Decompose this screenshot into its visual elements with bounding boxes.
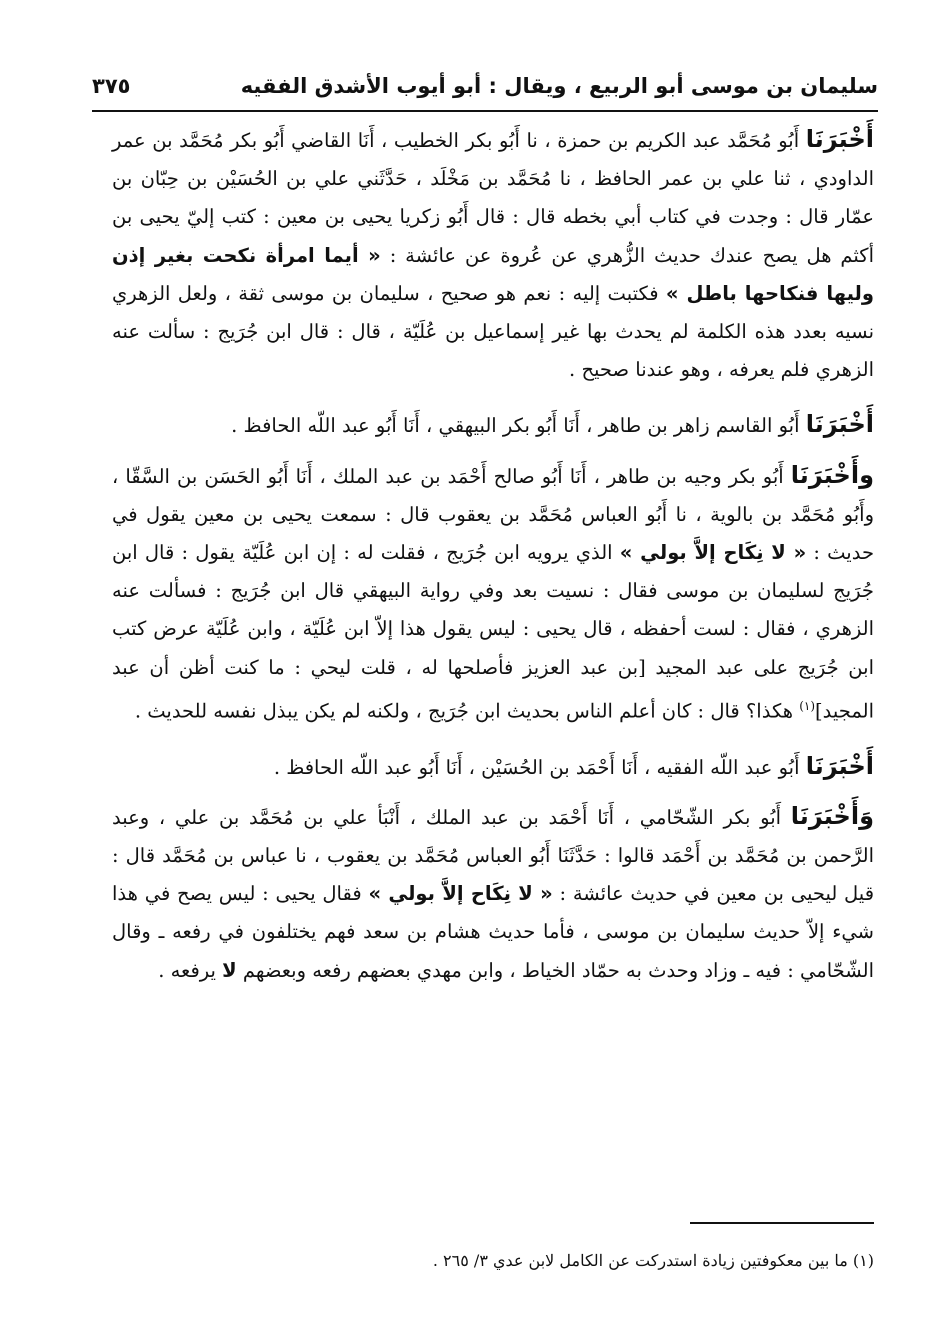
main-text xyxy=(112,120,874,1006)
paragraph xyxy=(112,797,874,990)
hadith-quote: « لا نِكَاح إلاَّ بولي » xyxy=(368,882,553,906)
footnote-marker: (١) xyxy=(799,698,816,713)
footnote-divider xyxy=(690,1222,874,1224)
paragraph-text: أَبُو بكر الشّحّامي ، أَنَا أَحْمَد بن عبد الملك ، أَنْبَأ علي بن مُحَمَّد بن علي ، وعبد الرَّحمن بن مُحَمَّد بن أَحْمَد قالوا : حَدَّثَنَا أَبُو العباس مُحَمَّد بن يعقوب ، نا عباس بن مُحَمَّد قال : قيل ليحيى بن معين في حديث عائشة : xyxy=(112,805,875,906)
paragraph xyxy=(112,456,874,731)
paragraph xyxy=(112,120,874,389)
paragraph-text: هكذا؟ قال : كان أعلم الناس بحديث ابن جُرَيج ، ولكنه لم يكن يبذل نفسه للحديث . xyxy=(134,699,800,723)
paragraph-text: أَبُو القاسم زاهر بن طاهر ، أَنَا أَبُو بكر البيهقي ، أَنَا أَبُو عبد اللّه الحافظ . xyxy=(231,414,806,438)
paragraph-text: فقال يحيى : ليس يصح في هذا شيء إلاّ حديث سليمان بن موسى ، فأما حديث هشام بن سعد فهم يختلفون في رفعه ـ وقال الشّحّامي : فيه ـ وزاد وحدث به حمّاد الخياط ، وابن مهدي بعضهم رفعه وبعضهم xyxy=(112,882,874,982)
paragraph-lead-word: أَخْبَرَنَا xyxy=(805,751,874,780)
paragraph-text: فكتبت إليه : نعم هو صحيح ، سليمان بن موسى ثقة ، ولعل الزهري نسيه بعدد هذه الكلمة لم يحدث بها غير إسماعيل بن عُلَيّة ، قال : قال ابن جُرَيج : سألت عنه الزهري فلم يعرفه ، وهو عندنا صحيح . xyxy=(112,281,874,382)
hadith-quote: لا xyxy=(222,958,237,982)
paragraph-lead-word: أَخْبَرَنَا xyxy=(805,125,874,153)
hadith-quote: « لا نِكَاح إلاَّ بولي » xyxy=(619,541,807,565)
hadith-quote: « أيما امرأة نكحت بغير إذن وليها فنكاحها باطل » xyxy=(112,243,874,305)
paragraph xyxy=(112,747,874,787)
paragraph-text: أَبُو عبد اللّه الفقيه ، أَنَا أَحْمَد بن الحُسَيْن ، أَنَا أَبُو عبد اللّه الحافظ . xyxy=(273,755,806,779)
paragraph xyxy=(112,405,874,445)
paragraph-text: الذي يرويه ابن جُرَيج ، فقلت له : إن ابن عُلَيّة يقول : قال ابن جُرَيج لسليمان بن موسى فقال : نسيت بعد وفي رواية البيهقي قال ابن جُرَيج : فسألت عنه الزهري ، فقال : لست أحفظه ، قال يحيى : ليس يقول هذا إلاّ ابن عُلَيّة ، وابن عُلَيّة عرض كتب ابن جُرَيج على عبد المجيد [بن عبد العزيز فأصلحها له ، قلت ليحي : ما كنت أظن أن عبد المجيد] xyxy=(112,541,874,723)
header-divider xyxy=(92,110,878,112)
running-header-title: سليمان بن موسى أبو الربيع ، ويقال : أبو أيوب الأشدق الفقيه xyxy=(240,74,878,98)
paragraph-text: أَبُو مُحَمَّد عبد الكريم بن حمزة ، نا أَبُو بكر الخطيب ، أَنَا القاضي أَبُو بكر مُحَمَّد بن عمر الداودي ، ثنا علي بن عمر الحافظ ، نا مُحَمَّد بن مَخْلَد ، حَدَّثَني علي بن الحُسَيْن بن حِبّان بن عمّار قال : وجدت في كتاب أبي بخطه قال : قال أَبُو زكريا يحيى بن معين : كتب إليّ يحيى بن أكثم هل يصح عندك حديث الزُّهري عن عُروة عن عائشة : xyxy=(112,129,874,267)
paragraph-text: يرفعه . xyxy=(158,958,223,982)
paragraph-lead-word: وأَخْبَرَنَا xyxy=(790,460,874,489)
footnote: (١) ما بين معكوفتين زيادة استدركت عن الكامل لابن عدي ٣/ ٢٦٥ . xyxy=(432,1251,874,1270)
paragraph-lead-word: أَخْبَرَنَا xyxy=(805,410,874,439)
paragraph-text: أَبُو بكر وجيه بن طاهر ، أَنَا أَبُو صالح أَحْمَد بن عبد الملك ، أَنَا أَبُو الحَسَن بن السَّقّا ، وأَبُو مُحَمَّد بن بالوية ، نا أَبُو العباس مُحَمَّد بن يعقوب قال : سمعت يحيى بن معين يقول في حديث : xyxy=(112,464,875,565)
running-header xyxy=(92,64,878,108)
page-number: ٣٧٥ xyxy=(92,74,131,98)
paragraph-lead-word: وَأَخْبَرَنَا xyxy=(790,801,874,830)
